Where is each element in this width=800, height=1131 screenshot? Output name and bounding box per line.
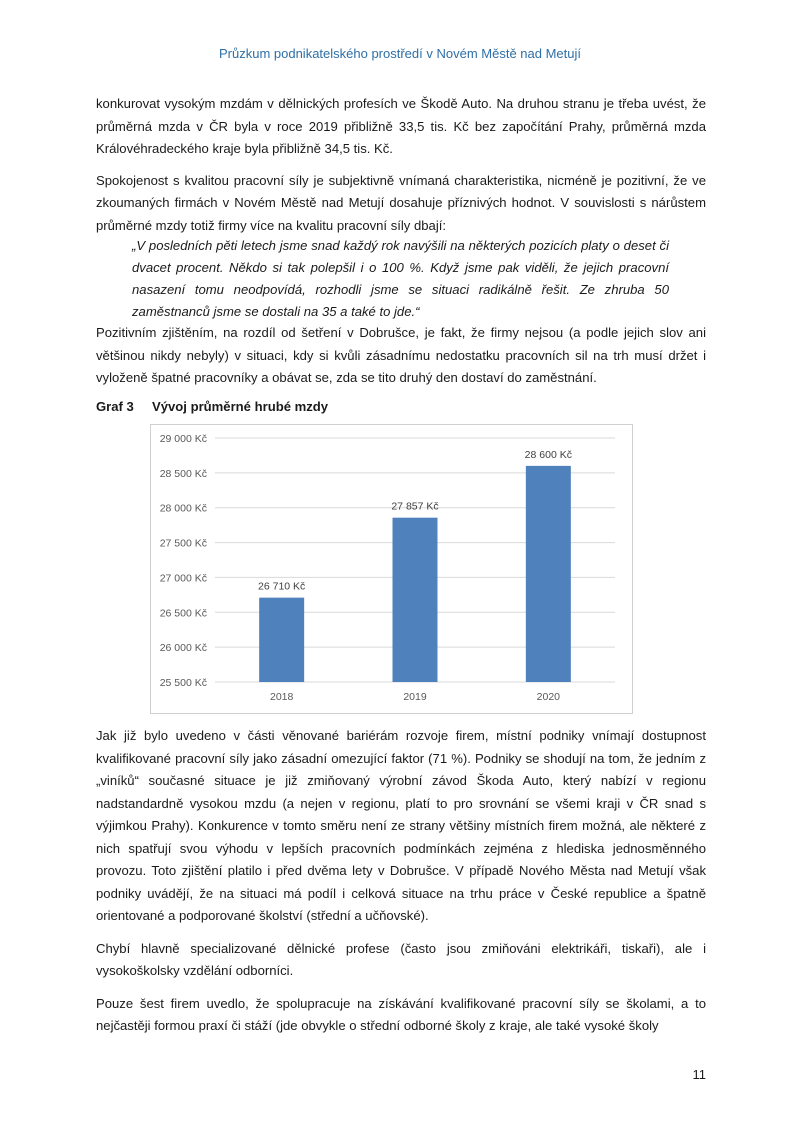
- wage-chart: [150, 424, 633, 714]
- caption-label: Graf 3: [96, 399, 134, 414]
- paragraph-positive: Pozitivním zjištěním, na rozdíl od šetření v Dobrušce, je fakt, že firmy nejsou (a podle jejich slov ani většinou nikdy nebyly) v situaci, kdy si kvůli zásadnímu nedostatku pracovních sil na trh musí držet i vyloženě špatné pracovníky a obávat se, zda se tito druhý den dostaví do zaměstnání.: [96, 325, 706, 385]
- x-tick-label: 2020: [536, 691, 561, 703]
- chart-caption: [96, 399, 328, 414]
- wage-chart-svg: [151, 425, 632, 713]
- bar: [259, 598, 304, 682]
- y-tick-label: 26 000 Kč: [159, 642, 207, 655]
- paragraph-satisfaction: Spokojenost s kvalitou pracovní síly je subjektivně vnímaná charakteristika, nicméně je pozitivní, že ve zkoumaných firmách v Novém Městě nad Metují dosahuje příznivých hodnot. V souvislosti s nárůstem průměrné mzdy totiž firmy více na kvalitu pracovní síly dbají:: [96, 172, 706, 233]
- x-tick-label: 2018: [269, 691, 294, 703]
- interview-quote: „V posledních pěti letech jsme snad každý rok navýšili na některých pozicích platy o deset či dvacet procent. Někdo si tak polepšil i o 100 %. Když jsme pak viděli, že jejich pracovní nasazení tomu neodpovídá, rozhodli jsme se situaci radikálně řešit. Ze zhruba 50 zaměstnanců jsme se dostali na 35 a také to jde.“: [132, 238, 669, 319]
- body-top: [96, 93, 706, 237]
- y-tick-label: 25 500 Kč: [159, 677, 207, 689]
- bar: [526, 466, 571, 682]
- y-tick-label: 29 000 Kč: [159, 433, 207, 445]
- page-number: 11: [692, 1067, 706, 1082]
- caption-title: Vývoj průměrné hrubé mzdy: [152, 399, 329, 414]
- bar: [393, 518, 438, 682]
- paragraph-wages: konkurovat vysokým mzdám v dělnických profesích ve Škodě Auto. Na druhou stranu je třeba uvést, že průměrná mzda v ČR byla v roce 2019 přibližně 33,5 tis. Kč bez započítání Prahy, průměrná mzda Královéhradeckého kraje byla přibližně 34,5 tis. Kč.: [96, 96, 706, 156]
- y-tick-label: 27 000 Kč: [159, 572, 207, 585]
- paragraph-professions: Chybí hlavně specializované dělnické profese (často jsou zmiňováni elektrikáři, tiskaři), ale i vysokoškolsky vzdělání odborníci.: [96, 940, 706, 978]
- page-header: Průzkum podnikatelského prostředí v Novém Městě nad Metují: [218, 46, 581, 61]
- data-label: 28 600 Kč: [524, 448, 572, 461]
- y-tick-label: 28 000 Kč: [159, 502, 207, 515]
- paragraph-schools: Pouze šest firem uvedlo, že spolupracuje na získávání kvalifikované pracovní síly se školami, a to nejčastěji formou praxí či stáží (jde obvykle o střední odborné školy z kraje, ale také vysoké školy: [96, 995, 706, 1033]
- y-tick-label: 26 500 Kč: [159, 607, 207, 620]
- body-bottom: [96, 725, 706, 1038]
- data-label: 27 857 Kč: [391, 500, 439, 513]
- y-tick-label: 28 500 Kč: [159, 467, 207, 480]
- paragraph-barriers: Jak již bylo uvedeno v části věnované bariérám rozvoje firem, místní podniky vnímají dostupnost kvalifikované pracovní síly jako zásadní omezující faktor (71 %). Podniky se shodují na tom, že jedním z „viníků“ současné situace je již zmiňovaný výrobní závod Škoda Auto, který nabízí v regionu nadstandardně vysokou mzdu (a nejen v regionu, platí to pro srovnání se všemi kraji v ČR snad s výjimkou Prahy). Konkurence v tomto směru není ze strany většiny místních firem možná, ale některé z nich spatřují svou výhodu v lepších pracovních podmínkách zejména z hlediska jednosměnného provozu. Toto zjištění platilo i před dvěma lety v Dobrušce. V případě Nového Města nad Metují však podniky uvádějí, že na situaci má podíl i celková situace na trhu práce v České republice a špatně orientované a podporované školství (střední a učňovské).: [96, 728, 706, 923]
- x-tick-label: 2019: [403, 691, 427, 703]
- y-tick-label: 27 500 Kč: [159, 537, 207, 550]
- data-label: 26 710 Kč: [258, 580, 306, 593]
